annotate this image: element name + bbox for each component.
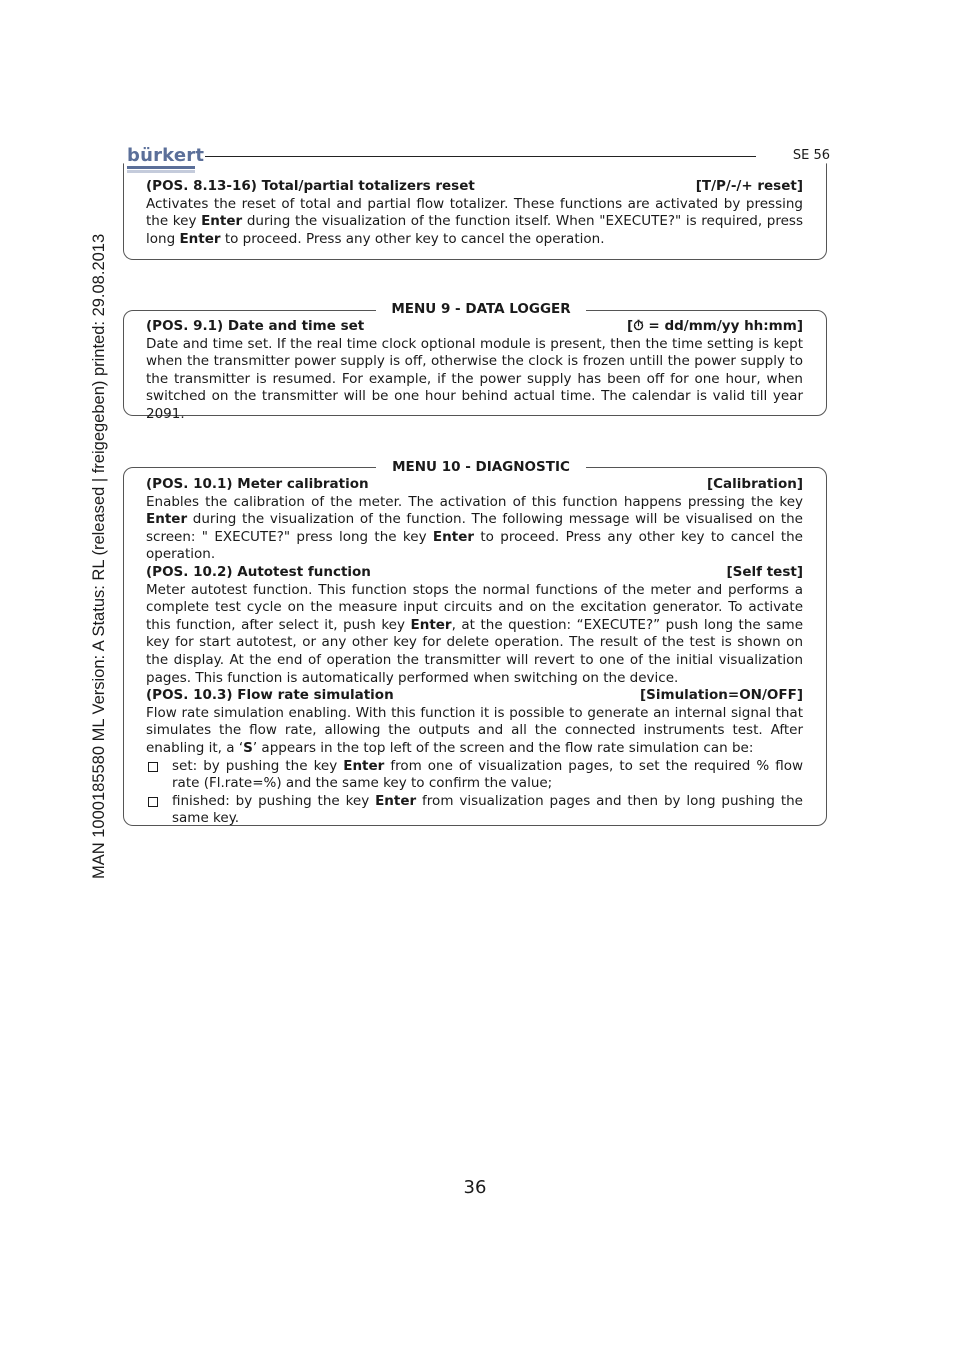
pos-10-2-tag: [Self test] [726, 563, 803, 580]
document-code: SE 56 [792, 148, 830, 163]
pos-8-13-description: Activates the reset of total and partial flow totalizer. These functions are activated by pressing the key Enter during the visualization of the function itself. When "EXECUTE?" is required, press long Enter to proceed. Press any other key to cancel the operation. [146, 195, 803, 247]
page-number: 36 [463, 1177, 487, 1198]
menu-10-title: MENU 10 - DIAGNOSTIC [376, 458, 586, 476]
pos-10-2-heading-row [146, 564, 803, 582]
simulation-options-list [146, 758, 803, 828]
menu-10-content [146, 476, 803, 828]
section-8-heading-row [146, 178, 803, 196]
pos-10-1-tag: [Calibration] [706, 476, 803, 492]
header-rule [205, 156, 756, 157]
checkbox-bullet-icon [148, 762, 158, 772]
logo-wordmark: bürkert [127, 145, 205, 166]
section-8-content [146, 178, 803, 248]
pos-10-2-heading: (POS. 10.2) Autotest function [146, 563, 371, 580]
list-item: finished: by pushing the key Enter from visualization pages and then by long pushing the same key. [146, 793, 803, 828]
pos-10-3-tag: [Simulation=ON/OFF] [639, 687, 803, 704]
pos-10-2-description: Meter autotest function. This function stops the normal functions of the meter and performs a complete test cycle on the measure input circuits and on the excitation generator. To activate this function, after select it, push key Enter, at the question: “EXECUTE?” push long the same key for start autotest, or any other key for delete operation. The result of the test is shown on the display. At the end of operation the transmitter will revert to one of the initial visualization pages. This function is automatically performed when switching on the device. [146, 581, 803, 686]
menu-9-content [146, 318, 803, 424]
pos-8-13-heading: (POS. 8.13-16) Total/partial totalizers reset [146, 178, 475, 194]
pos-10-3-description: Flow rate simulation enabling. With this function it is possible to generate an internal signal that simulates the flow rate, allowing the outputs and all the connected instruments test. After enabling it, a ‘S’ appears in the top left of the screen and the flow rate simulation can be: [146, 704, 803, 756]
pos-8-13-tag: [T/P/-/+ reset] [695, 178, 803, 194]
checkbox-bullet-icon [148, 797, 158, 807]
pos-10-3-heading-row [146, 687, 803, 705]
menu-9-title: MENU 9 - DATA LOGGER [376, 300, 586, 318]
pos-10-1-heading: (POS. 10.1) Meter calibration [146, 476, 369, 492]
pos-9-1-heading: (POS. 9.1) Date and time set [146, 318, 365, 334]
pos-9-1-description: Date and time set. If the real time clock optional module is present, then the time setting is kept when the transmitter power supply is off, otherwise the clock is frozen untill the power supply to the transmitter is resumed. For example, if the power supply has been off for one hour, when switched on the transmitter will be one hour behind actual time. The calendar is valid till year 2091. [146, 335, 803, 422]
pos-9-1-tag: [⏱ = dd/mm/yy hh:mm] [627, 318, 803, 334]
list-item: set: by pushing the key Enter from one of visualization pages, to set the required % flow rate (Fl.rate=%) and the same key to confirm the value; [146, 758, 803, 793]
pos-10-1-heading-row [146, 476, 803, 494]
pos-9-1-heading-row [146, 318, 803, 336]
pos-10-3-heading: (POS. 10.3) Flow rate simulation [146, 687, 394, 704]
pos-10-1-description: Enables the calibration of the meter. The activation of this function happens pressing the key Enter during the visualization of the function. The following message will be visualised on the screen: " EXECUTE?" press long the key Enter to proceed. Press any other key to cancel the operation. [146, 493, 803, 563]
side-document-label: MAN 1000185580 ML Version: A Status: RL (released | freigegeben) printed: 29.08.2013 [90, 233, 108, 879]
